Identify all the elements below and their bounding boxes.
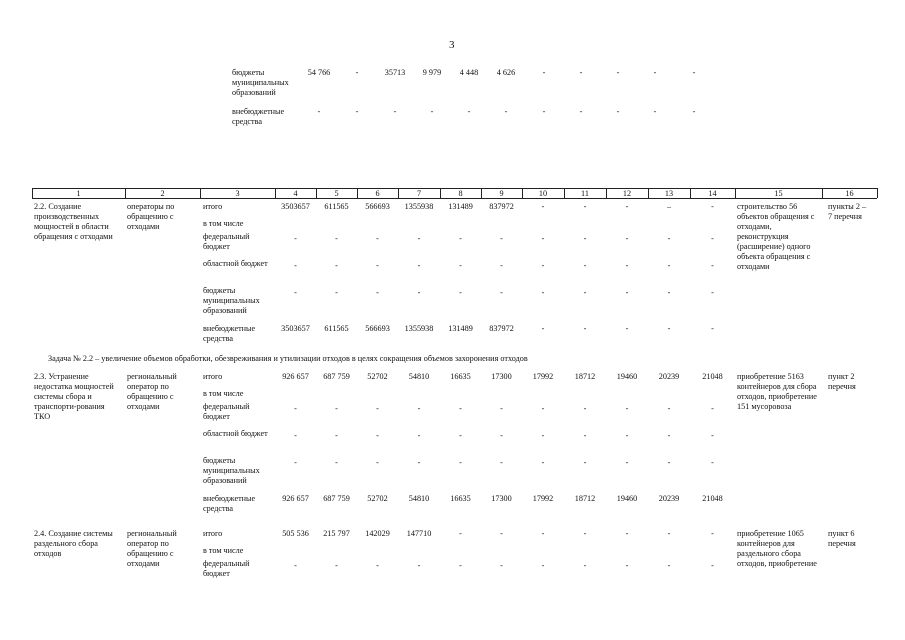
table-cell-value: - [616,68,620,77]
column-number: 9 [499,189,504,198]
table-cell-value: - [294,288,297,297]
table-cell-value: - [711,561,714,570]
funding-source-label: итого [203,529,223,538]
table-cell-value: 9 979 [422,68,442,77]
table-cell-value: - [583,431,587,440]
table-cell-value: - [459,561,462,570]
table-cell-value: - [625,561,629,570]
table-cell-value: - [504,107,508,116]
reference-note: пункты 2 – 7 перечня [828,202,867,221]
table-cell-value: - [376,458,379,467]
table-cell-value: - [583,324,587,333]
table-cell-value: 4 448 [459,68,479,77]
table-cell-value: 20239 [658,372,680,381]
table-cell-value: - [500,288,503,297]
table-cell-value: - [335,458,338,467]
funding-source-label: федеральный бюджет [203,402,250,421]
measure-name: 2.4. Создание системы раздельного сбора отходов [34,529,113,558]
table-cell-value: - [294,561,297,570]
table-cell-value: 17300 [491,494,512,503]
column-number: 3 [235,189,240,198]
table-cell-value: - [583,288,587,297]
executor-name: операторы по обращению с отходами [127,202,175,231]
expected-result: строительство 56 объектов обращения с отходами, реконструкция (расширение) одного объекта обращения с отходами [737,202,815,271]
table-cell-value: 147710 [406,529,432,538]
table-cell-value: - [459,458,462,467]
table-cell-value: - [376,404,379,413]
column-number: 1 [76,189,81,198]
table-cell-value: - [417,288,421,297]
table-cell-value: - [667,288,671,297]
funding-source-label: внебюджетные средства [203,494,256,513]
table-cell-value: - [692,68,696,77]
funding-source-label: бюджеты муниципальных образований [203,456,260,485]
column-number: 13 [664,189,674,198]
table-cell-value: - [335,234,338,243]
table-cell-value: - [711,234,714,243]
funding-source-label: федеральный бюджет [203,559,250,578]
table-cell-value: - [711,288,714,297]
table-cell-value: - [625,234,629,243]
table-cell-value: - [459,234,462,243]
table-cell-value: - [583,202,587,211]
table-cell-value: - [541,431,545,440]
table-cell-value: - [625,458,629,467]
expected-result: приобретение 1065 контейнеров для раздельного сбора отходов, приобретение [737,529,817,568]
table-cell-value: - [625,404,629,413]
table-cell-value: - [667,458,671,467]
table-cell-value: - [459,431,462,440]
table-cell-value: - [541,458,545,467]
table-cell-value: 131489 [448,202,473,211]
column-number: 8 [458,189,463,198]
table-cell-value: - [667,561,671,570]
table-cell-value: 18712 [574,372,596,381]
table-cell-value: - [500,458,503,467]
column-number: 7 [416,189,422,198]
table-cell-value: - [459,288,462,297]
column-number: 4 [293,189,298,198]
table-cell-value: 131489 [448,324,473,333]
table-cell-value: - [294,261,297,270]
table-cell-value: - [294,431,297,440]
column-number: 12 [622,189,632,198]
funding-source-label: областной бюджет [203,259,268,268]
table-cell-value: 54810 [408,494,430,503]
expected-result: приобретение 5163 контейнеров для сбора отходов, приобретение 151 мусоровоза [737,372,817,411]
table-cell-value: - [667,234,671,243]
table-cell-value: - [467,107,471,116]
table-cell-value: 21048 [702,372,723,381]
table-cell-value: - [500,529,503,538]
table-cell-value: - [335,561,338,570]
table-cell-value: 1355938 [404,324,434,333]
table-cell-value: - [335,261,338,270]
task-heading: Задача № 2.2 – увеличение объемов обработки, обезвреживания и утилизации отходов в целях сокращения объемов захоронения отходов [48,354,528,363]
funding-source-label: итого [203,202,223,211]
table-cell-value: - [667,261,671,270]
table-cell-value: 566693 [365,202,390,211]
table-cell-value: - [653,107,657,116]
table-cell-value: - [417,404,421,413]
table-cell-value: - [541,288,545,297]
table-cell-value: - [376,234,379,243]
table-cell-value: - [667,404,671,413]
table-cell-value: 3503657 [281,324,310,333]
table-cell-value: - [459,261,462,270]
table-cell-value: - [355,107,359,116]
table-cell-value: - [667,529,671,538]
table-cell-value: - [335,288,338,297]
table-cell-value: - [500,234,503,243]
column-number: 2 [160,189,165,198]
table-cell-value: - [583,234,587,243]
table-cell-value: 837972 [489,202,514,211]
column-number: 10 [538,189,548,198]
table-cell-value: - [500,561,503,570]
table-cell-value: - [317,107,321,116]
table-cell-value: - [376,288,379,297]
funding-source-label: внебюджетные средства [203,324,256,343]
table-cell-value: 1355938 [404,202,434,211]
table-cell-value: - [583,458,587,467]
table-cell-value: 3503657 [281,202,310,211]
table-cell-value: - [500,431,503,440]
table-cell-value: - [541,561,545,570]
table-cell-value: - [500,404,503,413]
table-cell-value: - [583,261,587,270]
table-cell-value: - [376,261,379,270]
table-cell-value: 566693 [365,324,390,333]
column-number: 6 [375,189,380,198]
table-cell-value: - [500,261,503,270]
table-cell-value: - [711,202,714,211]
table-cell-value: - [625,202,629,211]
measure-name: 2.2. Создание производственных мощностей в области обращения с отходами [34,202,113,241]
column-number: 5 [334,189,339,198]
table-cell-value: - [711,324,714,333]
table-cell-value: - [541,324,545,333]
column-divider [877,188,878,198]
table-cell-value: - [625,324,629,333]
table-cell-value: - [667,324,671,333]
table-cell-value: - [417,234,421,243]
executor-name: региональный оператор по обращению с отходами [127,529,177,568]
table-cell-value: - [294,404,297,413]
table-cell-value: - [583,404,587,413]
table-cell-value: - [625,288,629,297]
table-cell-value: 21048 [702,494,723,503]
table-cell-value: - [294,234,297,243]
table-cell-value: 54810 [408,372,430,381]
table-cell-value: 142029 [365,529,390,538]
table-cell-value: - [459,404,462,413]
table-cell-value: - [417,261,421,270]
table-cell-value: - [335,431,338,440]
table-cell-value: - [376,431,379,440]
table-cell-value: 52702 [367,372,388,381]
table-cell-value: - [542,68,546,77]
table-cell-value: - [711,431,714,440]
table-cell-value: - [625,431,629,440]
table-cell-value: - [355,68,359,77]
table-cell-value: 4 626 [496,68,516,77]
measure-name: 2.3. Устранение недостатка мощностей системы сбора и транспорти-рования ТКО [34,372,114,421]
table-cell-value: - [417,561,421,570]
table-cell-value: 611565 [324,324,349,333]
table-cell-value: - [417,431,421,440]
column-number: 16 [845,189,854,198]
table-cell-value: 19460 [616,494,638,503]
table-cell-value: - [542,107,546,116]
reference-note: пункт 2 перечня [828,372,856,391]
table-cell-value: 35713 [384,68,406,77]
table-cell-value: 17300 [491,372,512,381]
table-cell-value: – [666,202,672,211]
table-cell-value: 54 766 [307,68,331,77]
table-cell-value: - [583,561,587,570]
table-cell-value: - [459,529,462,538]
table-cell-value: 837972 [489,324,514,333]
executor-name: региональный оператор по обращению с отходами [127,372,177,411]
table-cell-value: 926 657 [282,372,309,381]
table-cell-value: 19460 [616,372,638,381]
table-cell-value: 16635 [450,372,471,381]
table-cell-value: - [653,68,657,77]
table-cell-value: - [541,529,545,538]
table-cell-value: 17992 [532,494,554,503]
funding-source-label: внебюджетные средства [232,107,285,126]
table-cell-value: - [541,404,545,413]
table-cell-value: - [711,404,714,413]
funding-source-label: федеральный бюджет [203,232,250,251]
funding-source-label: итого [203,372,223,381]
table-cell-value: - [711,458,714,467]
table-cell-value: - [579,107,583,116]
table-cell-value: - [625,261,629,270]
table-cell-value: - [541,202,545,211]
table-cell-value: 926 657 [282,494,309,503]
table-cell-value: - [376,561,379,570]
table-cell-value: - [616,107,620,116]
table-cell-value: 611565 [324,202,349,211]
table-cell-value: 18712 [574,494,596,503]
funding-source-label: в том числе [203,389,244,398]
page-number: 3 [449,39,455,51]
table-cell-value: 16635 [450,494,471,503]
table-cell-value: - [335,404,338,413]
table-cell-value: - [583,529,587,538]
table-cell-value: - [541,261,545,270]
table-cell-value: - [579,68,583,77]
column-number: 14 [708,189,717,198]
table-cell-value: 505 536 [282,529,309,538]
funding-source-label: областной бюджет [203,429,268,438]
funding-source-label: в том числе [203,546,244,555]
table-cell-value: - [711,261,714,270]
table-cell-value: - [393,107,397,116]
table-cell-value: - [417,458,421,467]
reference-note: пункт 6 перечня [828,529,856,548]
table-cell-value: - [692,107,696,116]
table-cell-value: 20239 [658,494,680,503]
funding-source-label: бюджеты муниципальных образований [203,286,260,315]
table-cell-value: 17992 [532,372,554,381]
table-cell-value: - [294,458,297,467]
funding-source-label: в том числе [203,219,244,228]
table-cell-value: - [541,234,545,243]
column-number: 11 [581,189,589,198]
table-cell-value: 687 759 [323,372,350,381]
table-cell-value: - [667,431,671,440]
table-cell-value: - [430,107,434,116]
column-number: 15 [774,189,783,198]
table-cell-value: 687 759 [323,494,350,503]
funding-source-label: бюджеты муниципальных образований [232,68,289,97]
table-cell-value: 215 797 [323,529,350,538]
table-cell-value: - [625,529,629,538]
table-cell-value: 52702 [367,494,388,503]
table-cell-value: - [711,529,714,538]
